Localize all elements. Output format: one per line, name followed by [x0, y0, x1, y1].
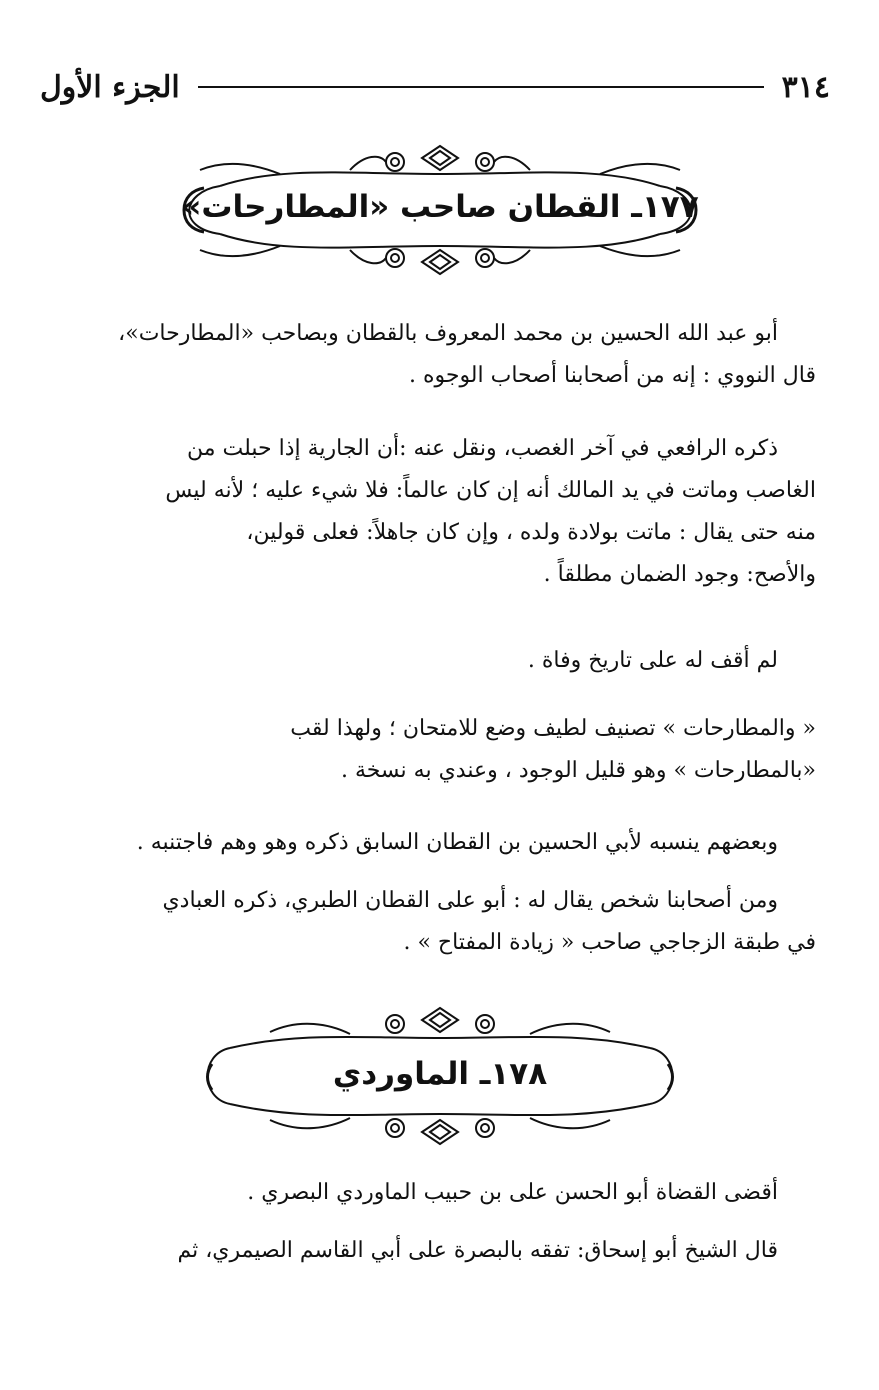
text-line: في طبقة الزجاجي صاحب « زيادة المفتاح » . [403, 930, 816, 955]
section-heading-frame [160, 140, 720, 280]
paragraph [46, 1172, 816, 1214]
text-line: «بالمطارحات » وهو قليل الوجود ، وعندي به نسخة . [340, 758, 816, 783]
section-heading: ١٧٨ـ الماوردي [332, 1056, 548, 1092]
paragraph [46, 708, 816, 792]
paragraph [46, 822, 816, 864]
page-number: ٣١٤ [781, 69, 830, 105]
text-line: « والمطارحات » تصنيف لطيف وضع للامتحان ؛ ولهذا لقب [290, 716, 816, 741]
paragraph [46, 640, 816, 682]
text-line: منه حتى يقال : ماتت بولادة ولده ، وإن كان جاهلاً: فعلى قولين، [246, 520, 816, 545]
section-heading: ١٧٧ـ القطان صاحب «المطارحات» [181, 189, 699, 225]
section-heading-frame [160, 1002, 720, 1150]
text-line: ذكره الرافعي في آخر الغصب، ونقل عنه :أن الجارية إذا حبلت من [186, 436, 778, 461]
paragraph [46, 880, 816, 964]
paragraph [46, 428, 816, 596]
text-line: قال الشيخ أبو إسحاق: تفقه بالبصرة على أبي القاسم الصيمري، ثم [177, 1238, 778, 1263]
paragraph [46, 313, 816, 397]
text-line: لم أقف له على تاريخ وفاة . [527, 648, 778, 673]
volume-label: الجزء الأول [40, 69, 180, 105]
running-header [40, 62, 830, 112]
text-line: أقضى القضاة أبو الحسن على بن حبيب الماوردي البصري . [247, 1180, 778, 1205]
text-line: الغاصب وماتت في يد المالك أنه إن كان عالماً: فلا شيء عليه ؛ لأنه ليس [165, 478, 816, 503]
text-line: والأصح: وجود الضمان مطلقاً . [543, 562, 816, 587]
text-line: أبو عبد الله الحسين بن محمد المعروف بالقطان وبصاحب «المطارحات»، [118, 321, 778, 346]
text-line: ومن أصحابنا شخص يقال له : أبو على القطان الطبري، ذكره العبادي [162, 888, 778, 913]
text-line: قال النووي : إنه من أصحابنا أصحاب الوجوه . [408, 363, 816, 388]
paragraph [46, 1230, 816, 1272]
header-rule [198, 86, 764, 88]
text-line: وبعضهم ينسبه لأبي الحسين بن القطان السابق ذكره وهو وهم فاجتنبه . [136, 830, 778, 855]
